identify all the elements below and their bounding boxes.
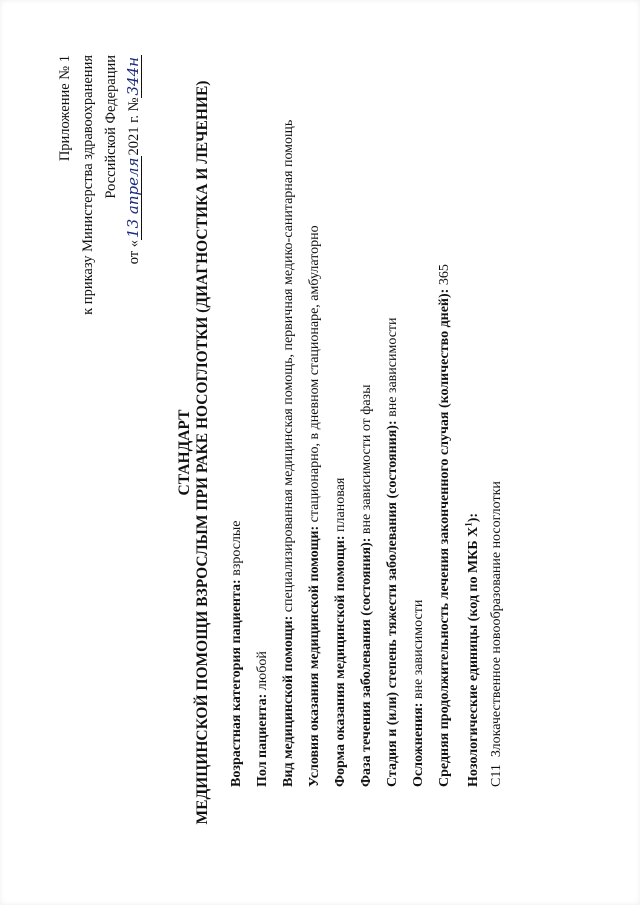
icd-description: Злокачественное новообразование носоглотки xyxy=(489,481,504,758)
field-care-conditions: Условия оказания медицинской помощи: стационарно, в дневном стационаре, амбулаторно xyxy=(307,225,322,787)
field-disease-phase: Фаза течения заболевания (состояния): вне зависимости от фазы xyxy=(359,384,374,787)
appendix-line-1: Приложение № 1 xyxy=(57,55,73,162)
field-disease-stage: Стадия и (или) степень тяжести заболевания (состояния): вне зависимости xyxy=(385,317,400,787)
field-nosological-units: Нозологические единицы (код по МКБ $Х^1$): xyxy=(463,512,481,787)
appendix-line-3: Российской Федерации xyxy=(103,55,119,199)
field-treatment-duration: Средняя продолжительность лечения законченного случая (количество дней): 365 xyxy=(437,264,452,787)
appendix-block xyxy=(0,55,160,455)
appendix-line-2: к приказу Министерства здравоохранения xyxy=(80,55,96,315)
field-care-form: Форма оказания медицинской помощи: плановая xyxy=(333,477,348,787)
appendix-date-line xyxy=(126,55,142,264)
field-gender: Пол пациента: любой xyxy=(255,651,270,787)
handwritten-order-number: 344н xyxy=(124,57,142,96)
handwritten-date: 13 апреля xyxy=(124,157,142,238)
date-year: 2021 г. № xyxy=(126,97,142,156)
field-age-category: Возрастная категория пациента: взрослые xyxy=(229,520,244,787)
field-complications: Осложнения: вне зависимости xyxy=(411,599,426,787)
document-title: СТАНДАРТ xyxy=(176,409,193,496)
document-subtitle: МЕДИЦИНСКОЙ ПОМОЩИ ВЗРОСЛЫМ ПРИ РАКЕ НОСОГЛОТКИ (ДИАГНОСТИКА И ЛЕЧЕНИЕ) xyxy=(194,80,211,825)
date-prefix: от « xyxy=(126,239,142,265)
icd-code: C11 xyxy=(489,764,504,787)
field-care-type: Вид медицинской помощи: специализированная медицинская помощь, первичная медико-санитарная помощь xyxy=(281,119,296,787)
field-icd-code xyxy=(490,481,504,787)
